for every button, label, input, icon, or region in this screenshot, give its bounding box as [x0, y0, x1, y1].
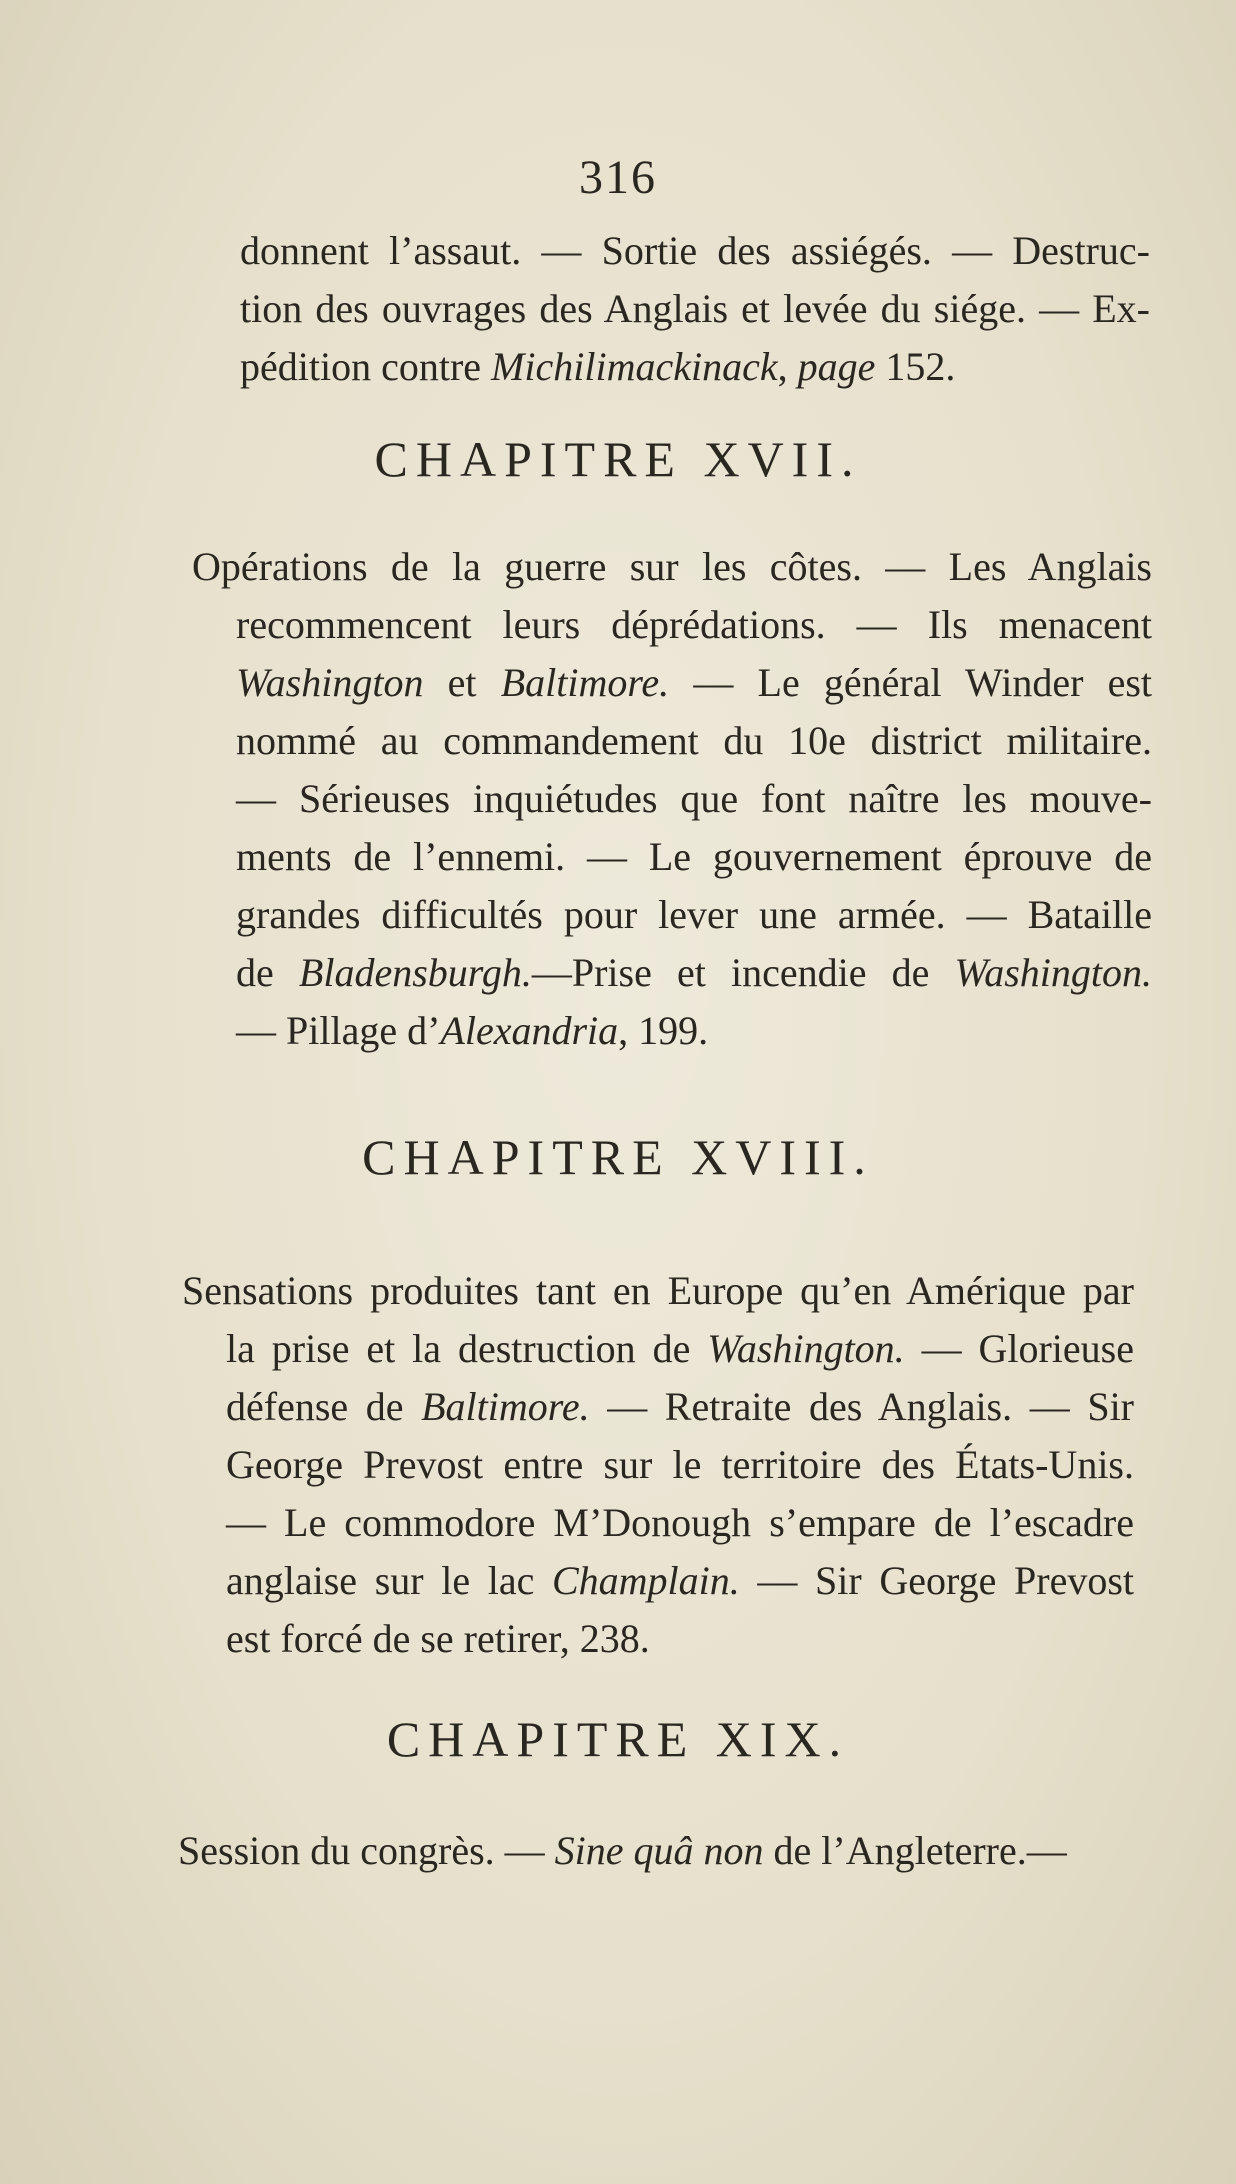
place-name: Washington.	[707, 1326, 905, 1371]
place-name: Michilimackinack	[491, 344, 778, 389]
text-span: ,	[777, 344, 798, 389]
text-line: — Sérieuses inquiétudes que font naître les mouve-	[236, 776, 1152, 821]
latin-phrase: Sine quâ non	[554, 1828, 764, 1873]
text-line: nommé au commandement du 10e district militaire.	[236, 718, 1152, 763]
text-span: la prise et la destruction de	[226, 1326, 708, 1371]
page-number: 316	[579, 151, 657, 204]
text-line	[178, 1822, 1118, 1880]
text-span: de	[236, 950, 299, 995]
chapter-17-summary	[192, 538, 1152, 1060]
text-line	[240, 338, 1150, 396]
text-line: grandes difficultés pour lever une armée. — Bataille	[236, 892, 1152, 937]
place-name: Washington.	[954, 950, 1152, 995]
continuation-paragraph	[240, 222, 1150, 396]
place-name: Alexandria	[440, 1008, 619, 1053]
text-span: anglaise sur le lac	[226, 1558, 552, 1603]
text-line	[192, 1002, 1152, 1060]
page-ref: , 199.	[618, 1008, 709, 1053]
text-line	[182, 1378, 1134, 1436]
page-ref: 152.	[875, 344, 956, 389]
text-span: — Sir George Prevost	[739, 1558, 1134, 1603]
chapter-18-summary	[182, 1262, 1134, 1668]
text-line	[182, 1320, 1134, 1378]
text-line: Opérations de la guerre sur les côtes. — Les Anglais	[192, 544, 1152, 589]
chapter-18-heading: CHAPITRE XVIII.	[362, 1129, 874, 1185]
text-span: et	[423, 660, 501, 705]
text-span: — Le général Winder est	[669, 660, 1153, 705]
text-line: est forcé de se retirer, 238.	[226, 1616, 650, 1661]
place-name: Washington	[236, 660, 424, 705]
text-span: — Retraite des Anglais. — Sir	[589, 1384, 1134, 1429]
page-label: page	[797, 344, 876, 389]
text-line	[192, 654, 1152, 712]
chapter-19-summary	[178, 1822, 1118, 1880]
text-span: pédition contre	[240, 344, 492, 389]
place-name: Baltimore.	[500, 660, 670, 705]
text-line	[192, 944, 1152, 1002]
text-line: donnent l’assaut. — Sortie des assiégés. — Destruc-	[240, 228, 1150, 273]
text-line: recommencent leurs déprédations. — Ils menacent	[236, 602, 1152, 647]
text-span: Session du congrès. —	[178, 1828, 555, 1873]
text-line: — Le commodore M’Donough s’empare de l’escadre	[226, 1500, 1134, 1545]
text-line: George Prevost entre sur le territoire des États-Unis.	[226, 1442, 1134, 1487]
chapter-19-heading: CHAPITRE XIX.	[386, 1711, 850, 1767]
text-line: tion des ouvrages des Anglais et levée du siége. — Ex-	[240, 286, 1150, 331]
text-span: —Prise et incendie de	[531, 950, 955, 995]
text-span: de l’Angleterre.—	[763, 1828, 1067, 1873]
place-name: Bladensburgh.	[298, 950, 532, 995]
place-name: Baltimore.	[421, 1384, 590, 1429]
text-line: ments de l’ennemi. — Le gouvernement éprouve de	[236, 834, 1152, 879]
text-span: défense de	[226, 1384, 422, 1429]
text-line: Sensations produites tant en Europe qu’en Amérique par	[182, 1268, 1134, 1313]
text-line	[182, 1552, 1134, 1610]
chapter-17-heading: CHAPITRE XVII.	[374, 431, 862, 487]
text-span: — Pillage d’	[236, 1008, 441, 1053]
place-name: Champlain.	[551, 1558, 740, 1603]
text-span: — Glorieuse	[904, 1326, 1134, 1371]
